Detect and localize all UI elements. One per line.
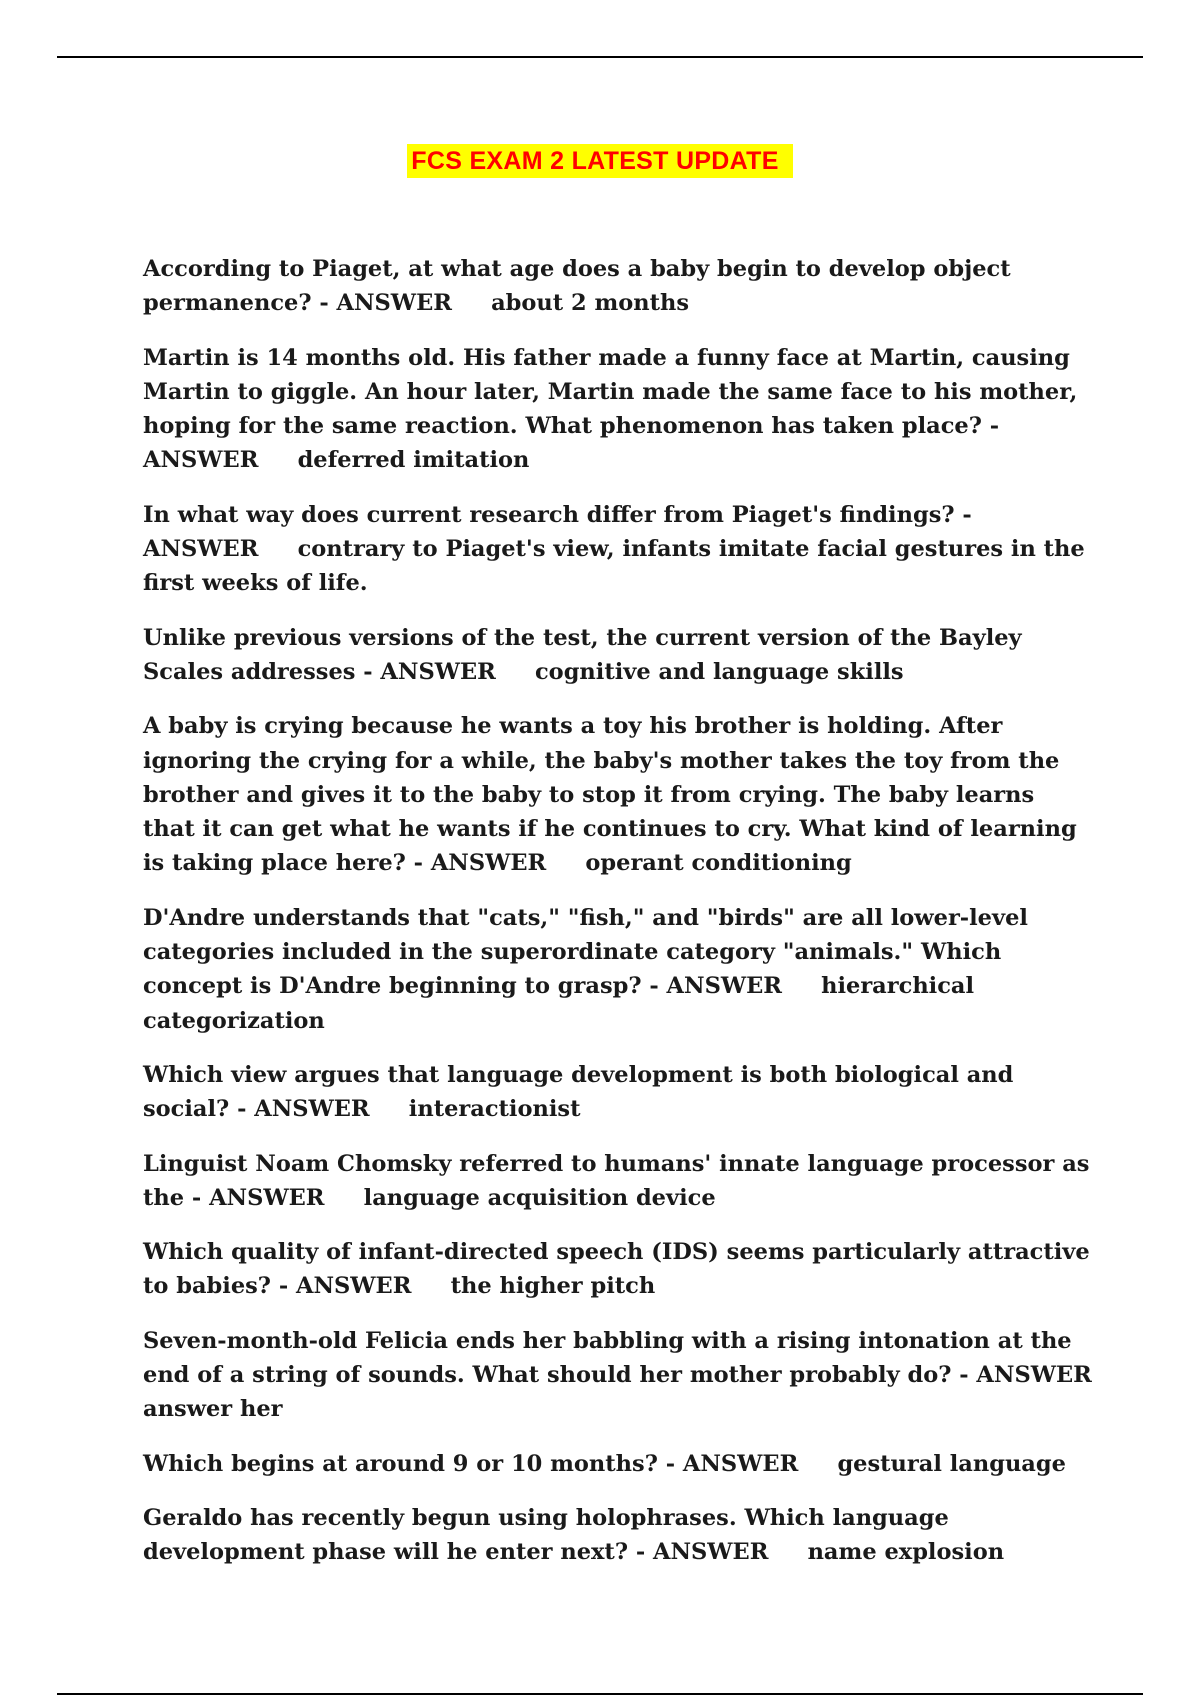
qa-item — [143, 498, 1093, 601]
question-text: Which view argues that language development is both biological and social? — [143, 1061, 1022, 1123]
answer-marker: - ANSWER — [641, 973, 822, 1000]
document-title: FCS EXAM 2 LATEST UPDATE — [407, 144, 792, 178]
question-text: Geraldo has recently begun using holophrases. Which language development phase will he enter next? — [143, 1504, 957, 1566]
answer-marker: - ANSWER — [355, 658, 535, 685]
answer-marker: - ANSWER — [405, 850, 586, 877]
answer-marker: - ANSWER — [657, 1450, 838, 1477]
qa-item — [143, 1147, 1098, 1216]
answer-marker: - ANSWER — [143, 413, 1007, 474]
answer-marker: - ANSWER — [229, 1096, 409, 1123]
answer-text: about 2 months — [491, 290, 690, 317]
qa-item — [143, 1058, 1093, 1127]
header-rule — [57, 56, 1143, 58]
answer-text: language acquisition device — [363, 1184, 716, 1211]
question-answer-list — [143, 252, 1131, 1590]
answer-text: interactionist — [408, 1096, 581, 1123]
title-container — [0, 144, 1200, 178]
question-text: Linguist Noam Chomsky referred to humans' innate language processor as the — [143, 1150, 1098, 1211]
qa-item — [143, 252, 1093, 321]
qa-item — [143, 901, 1093, 1038]
question-text: Which quality of infant-directed speech (IDS) seems particularly attractive to babies? — [143, 1239, 1098, 1300]
answer-text: name explosion — [807, 1539, 1005, 1566]
answer-marker: - ANSWER — [184, 1184, 364, 1211]
question-text: D'Andre understands that "cats," "fish," and "birds" are all lower-level categories included in the superordinate category "animals." Which concept is D'Andre beginning to grasp? — [143, 904, 1036, 1000]
question-text: Which begins at around 9 or 10 months? — [143, 1450, 658, 1477]
answer-text: gestural language — [837, 1450, 1066, 1477]
qa-item — [143, 341, 1093, 478]
answer-text: answer her — [143, 1396, 283, 1423]
qa-item — [143, 709, 1093, 880]
question-text: A baby is crying because he wants a toy his brother is holding. After ignoring the crying for a while, the baby's mother takes the toy from the brother and gives it to the baby to stop it from crying. The baby learns that it can get what he wants if he continues to cry. What kind of learning is taking place here? — [143, 713, 1085, 877]
answer-marker: - ANSWER — [311, 290, 492, 317]
answer-marker: - ANSWER — [951, 1362, 1131, 1389]
question-text: Seven-month-old Felicia ends her babbling with a rising intonation at the end of a string of sounds. What should her mother probably do? — [143, 1327, 1080, 1389]
answer-text: the higher pitch — [450, 1273, 656, 1300]
question-text: According to Piaget, at what age does a baby begin to develop object permanence? — [143, 256, 1019, 317]
qa-item — [143, 1501, 1093, 1570]
answer-marker: - ANSWER — [271, 1273, 451, 1300]
answer-text: cognitive and language skills — [534, 658, 904, 685]
question-text: Martin is 14 months old. His father made a funny face at Martin, causing Martin to giggle. An hour later, Martin made the same face to his mother, hoping for the same reaction. What phenomenon has taken place? — [143, 344, 1086, 440]
answer-text: operant conditioning — [585, 850, 852, 877]
answer-text: hierarchical categorization — [143, 973, 982, 1034]
answer-marker: - ANSWER — [628, 1539, 808, 1566]
question-text: In what way does current research differ from Piaget's findings? — [143, 501, 955, 528]
answer-text: contrary to Piaget's view, infants imitate facial gestures in the first weeks of life. — [143, 536, 1093, 597]
answer-text: deferred imitation — [297, 447, 530, 474]
qa-item — [143, 1235, 1098, 1304]
answer-marker: - ANSWER — [143, 501, 980, 563]
footer-rule — [57, 1693, 1143, 1695]
qa-item — [143, 1447, 1093, 1481]
question-text: Unlike previous versions of the test, the current version of the Bayley Scales addresses — [143, 624, 1030, 685]
qa-item — [143, 621, 1093, 690]
qa-item — [143, 1324, 1131, 1427]
